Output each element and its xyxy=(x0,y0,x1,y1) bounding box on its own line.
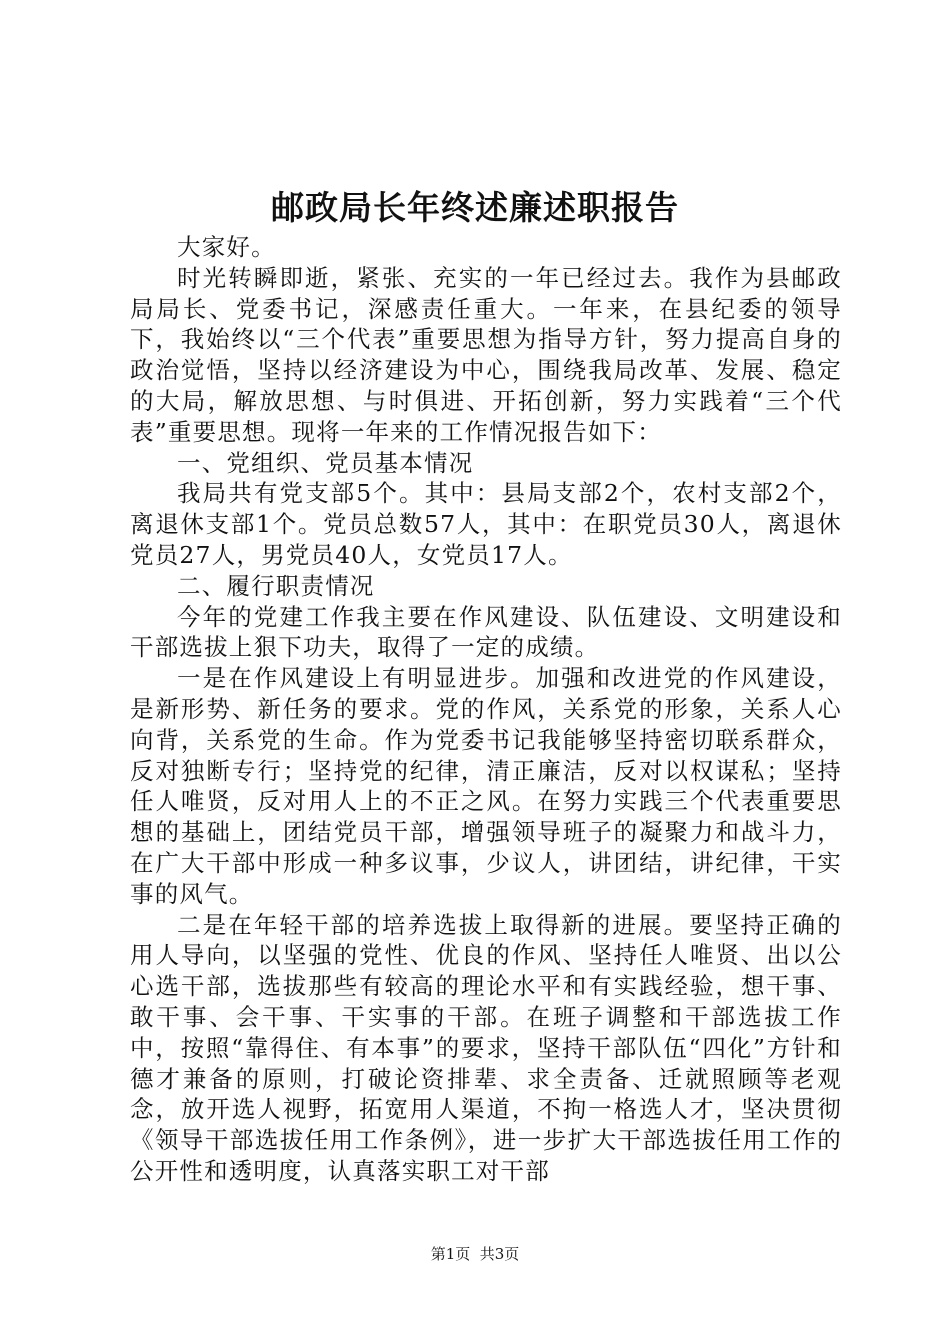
paragraph-work-style: 一是在作风建设上有明显进步。加强和改进党的作风建设，是新形势、新任务的要求。党的作风，关系党的形象，关系人心向背，关系党的生命。作为党委书记我能够坚持密切联系群众，反对独断专行；坚持党的纪律，清正廉洁，反对以权谋私；坚持任人唯贤，反对用人上的不正之风。在努力实践三个代表重要思想的基础上，团结党员干部，增强领导班子的凝聚力和战斗力，在广大干部中形成一种多议事，少议人，讲团结，讲纪律，干实事的风气。 xyxy=(130,664,842,908)
paragraph-party-statistics: 我局共有党支部5个。其中：县局支部2个，农村支部2个，离退休支部1个。党员总数57人，其中：在职党员30人，离退休党员27人，男党员40人，女党员17人。 xyxy=(130,479,842,569)
paragraph-intro: 时光转瞬即逝，紧张、充实的一年已经过去。我作为县邮政局局长、党委书记，深感责任重大。一年来，在县纪委的领导下，我始终以“三个代表”重要思想为指导方针，努力提高自身的政治觉悟，坚持以经济建设为中心，围绕我局改革、发展、稳定的大局，解放思想、与时俱进、开拓创新，努力实践着“三个代表”重要思想。现将一年来的工作情况报告如下： xyxy=(130,263,842,446)
section-heading-party-organization: 一、党组织、党员基本情况 xyxy=(177,448,474,477)
document-body xyxy=(130,232,842,1187)
paragraph-party-building: 今年的党建工作我主要在作风建设、队伍建设、文明建设和干部选拔上狠下功夫，取得了一定的成绩。 xyxy=(130,602,842,662)
paragraph-cadre-selection: 二是在年轻干部的培养选拔上取得新的进展。要坚持正确的用人导向，以坚强的党性、优良的作风、坚持任人唯贤、出以公心选干部，选拔那些有较高的理论水平和有实践经验，想干事、敢干事、会干事、干实事的干部。在班子调整和干部选拔工作中，按照“靠得住、有本事”的要求，坚持干部队伍“四化”方针和德才兼备的原则，打破论资排辈、求全责备、迁就照顾等老观念，放开选人视野，拓宽用人渠道，不拘一格选人才，坚决贯彻《领导干部选拔任用工作条例》，进一步扩大干部选拔任用工作的公开性和透明度，认真落实职工对干部 xyxy=(130,910,842,1185)
section-heading-duties: 二、履行职责情况 xyxy=(177,571,375,600)
page-number: 第1页 共3页 xyxy=(430,1245,520,1263)
page-footer xyxy=(0,1244,950,1264)
paragraph-greeting: 大家好。 xyxy=(177,233,276,261)
document-title: 邮政局长年终述廉述职报告 xyxy=(271,188,679,227)
